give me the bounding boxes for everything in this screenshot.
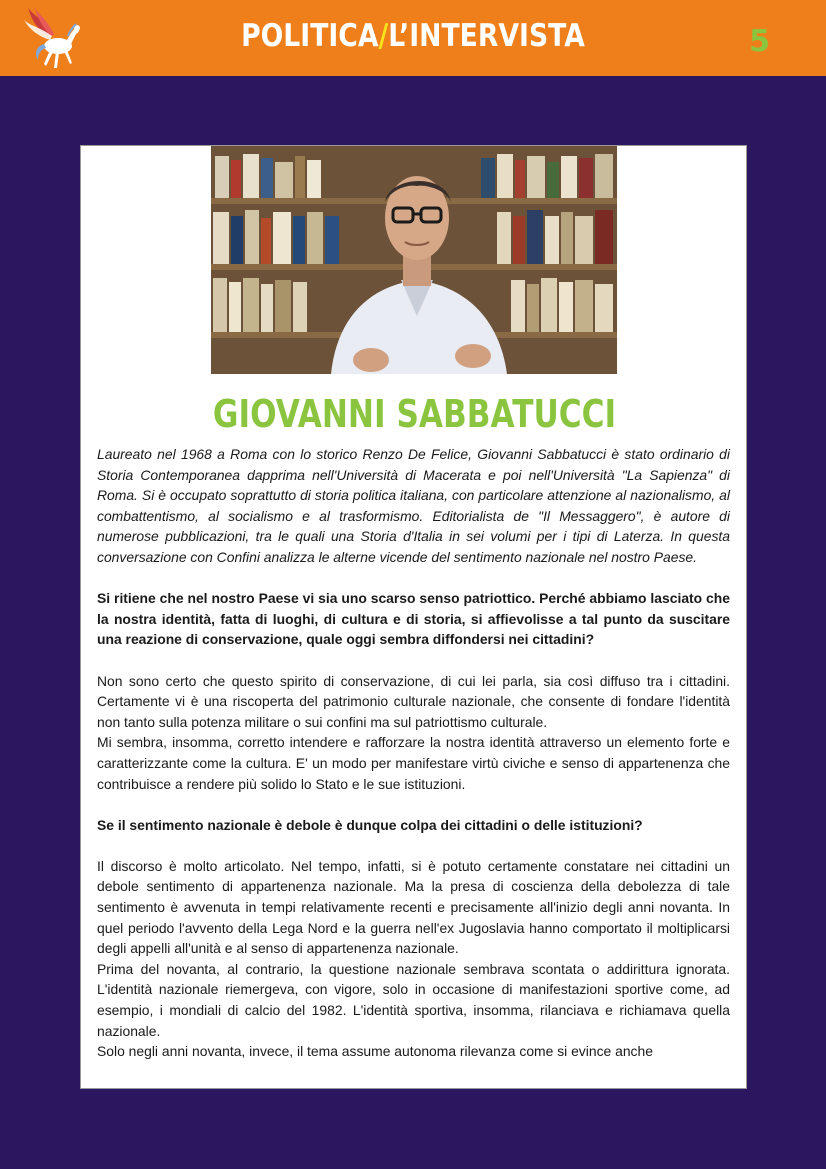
section-title-part1: POLITICA — [241, 18, 379, 54]
header-bar — [0, 0, 826, 76]
interviewee-name: GIOVANNI SABBATUCCI — [212, 392, 617, 436]
answer-2-paragraph-3: Solo negli anni novanta, invece, il tema assume autonoma rilevanza come si evince anche — [97, 1043, 653, 1060]
answer-1-paragraph-2: Mi sembra, insomma, corretto intendere e rafforzare la nostra identità attraverso un elemento forte e caratterizzante come la cultura. E' un modo per manifestare virtù civiche e senso di appartenenza che contribuisce a rendere più solido lo Stato e le sue istituzioni. — [97, 734, 730, 792]
page-number: 5 — [749, 24, 770, 59]
portrait-photo — [211, 146, 617, 374]
answer-2-paragraph-2: Prima del novanta, al contrario, la questione nazionale sembrava scontata o addirittura ignorata. L'identità nazionale riemergeva, con vigore, solo in occasione di manifestazioni sportive come, ad esempio, i mondiali di calcio del 1982. L'identità sportiva, insomma, rilanciava e richiamava quella nazionale. — [97, 960, 730, 1039]
article-box — [80, 145, 747, 1089]
intro-paragraph: Laureato nel 1968 a Roma con lo storico Renzo De Felice, Giovanni Sabbatucci è stato ordinario di Storia Contemporanea dapprima nell'Università di Macerata e poi nell'Università "La Sapienza" di Roma. Si è occupato soprattutto di storia politica italiana, con particolare attenzione al nazionalismo, al combattentismo, al socialismo e al trasformismo. Editorialista de "Il Messaggero", è autore di numerose pubblicazioni, tra le quali una Storia d'Italia in sei volumi per i tipi di Laterza. In questa conversazione con Confini analizza le alterne vicende del sentimento nazionale nel nostro Paese. — [97, 446, 730, 565]
section-title-slash: / — [378, 18, 389, 54]
answer-2-paragraph-1: Il discorso è molto articolato. Nel tempo, infatti, si è potuto certamente constatare nei cittadini un debole sentimento di appartenenza nazionale. Ma la presa di coscienza della debolezza di tale sentimento è avvenuta in tempi relativamente recenti e precisamente all'inizio degli anni novanta. In quel periodo l'avvento della Lega Nord e la guerra nell'ex Jugoslavia hanno comportato il moltiplicarsi degli appelli all'unità e al senso di appartenenza nazionale. — [97, 857, 730, 957]
question-1: Si ritiene che nel nostro Paese vi sia uno scarso senso patriottico. Perché abbiamo lasciato che la nostra identità, fatta di luoghi, di cultura e di storia, si affievolisse a tal punto da suscitare una reazione di conservazione, quale oggi sembra diffondersi nei cittadini? — [97, 590, 730, 648]
answer-1-paragraph-1: Non sono certo che questo spirito di conservazione, di cui lei parla, sia così diffuso tra i cittadini. Certamente vi è una riscoperta del patrimonio culturale nazionale, che consente di fondare l'identità non tanto sulla potenza militare o sui confini ma sul patriottismo culturale. — [97, 672, 730, 730]
question-2: Se il sentimento nazionale è debole è dunque colpa dei cittadini o delle istituzioni? — [97, 816, 643, 833]
section-title — [58, 16, 768, 56]
section-title-part2: L’INTERVISTA — [388, 18, 585, 54]
article-text — [97, 444, 730, 1062]
